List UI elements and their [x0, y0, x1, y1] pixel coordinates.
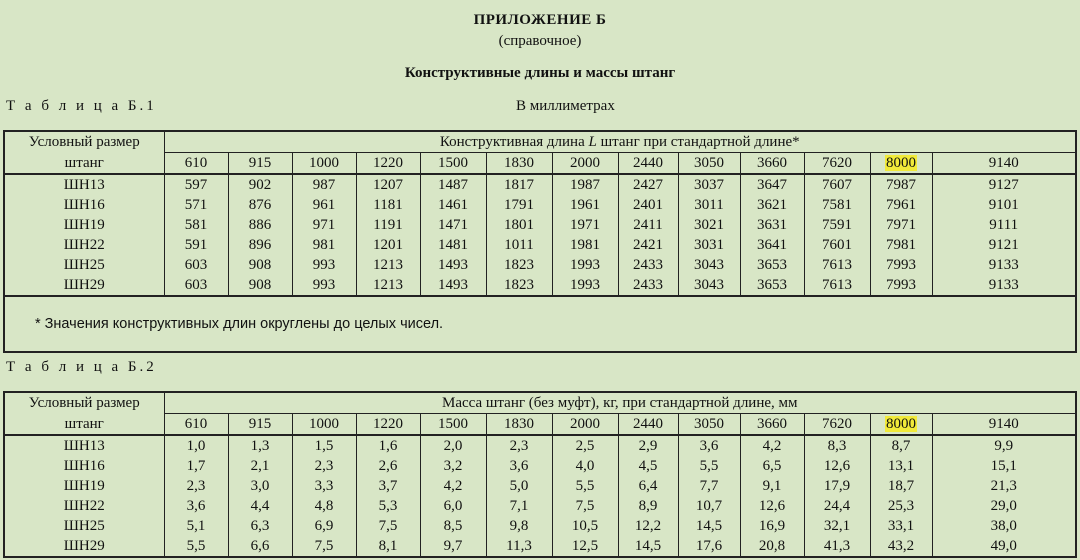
table-cell: 13,1: [870, 456, 932, 476]
table-cell: 41,3: [804, 536, 870, 557]
column-header-label: 1500: [438, 155, 468, 171]
table-cell: 1481: [420, 235, 486, 255]
table-cell: 14,5: [678, 516, 740, 536]
table-cell: 1981: [552, 235, 618, 255]
table-cell: 993: [292, 275, 356, 296]
table-cell: 14,5: [618, 536, 678, 557]
table-cell: 3037: [678, 174, 740, 195]
column-header-label: 2440: [633, 155, 663, 171]
table-cell: 3631: [740, 215, 804, 235]
table-row: [4, 435, 1076, 456]
table-cell: 987: [292, 174, 356, 195]
column-header-label: 8000: [886, 416, 916, 432]
table-cell: 3043: [678, 275, 740, 296]
column-header-label: 3050: [694, 416, 724, 432]
table-cell: 571: [164, 195, 228, 215]
row-label: ШН19: [4, 215, 164, 235]
column-header: [356, 414, 420, 436]
column-header: [420, 414, 486, 436]
table-cell: 3,0: [228, 476, 292, 496]
table-row: [4, 235, 1076, 255]
span-suffix: штанг при стандартной длине*: [596, 134, 800, 150]
table-cell: 18,7: [870, 476, 932, 496]
table-cell: 3,6: [164, 496, 228, 516]
column-header: [618, 414, 678, 436]
section-heading: Конструктивные длины и массы штанг: [404, 65, 676, 81]
table-cell: 2433: [618, 255, 678, 275]
table-cell: 1461: [420, 195, 486, 215]
column-header-label: 610: [184, 416, 208, 432]
table-cell: 3043: [678, 255, 740, 275]
row-label: ШН19: [4, 476, 164, 496]
table-cell: 1493: [420, 255, 486, 275]
table-cell: 971: [292, 215, 356, 235]
column-header: [932, 414, 1076, 436]
table-cell: 12,6: [804, 456, 870, 476]
table-cell: 896: [228, 235, 292, 255]
table-cell: 1,6: [356, 435, 420, 456]
table-cell: 3,2: [420, 456, 486, 476]
table-cell: 5,5: [164, 536, 228, 557]
table-cell: 7971: [870, 215, 932, 235]
table-cell: 1,0: [164, 435, 228, 456]
column-header: [870, 414, 932, 436]
table-cell: 1493: [420, 275, 486, 296]
table-cell: 6,3: [228, 516, 292, 536]
table-cell: 4,0: [552, 456, 618, 476]
table-cell: 21,3: [932, 476, 1076, 496]
table-masses: [3, 391, 1077, 558]
column-header: [552, 414, 618, 436]
table-cell: 8,5: [420, 516, 486, 536]
table-cell: 1993: [552, 255, 618, 275]
table-cell: 9,8: [486, 516, 552, 536]
appendix-title: ПРИЛОЖЕНИЕ Б: [473, 12, 607, 28]
table-cell: 7613: [804, 275, 870, 296]
table-cell: 3621: [740, 195, 804, 215]
table-row: [4, 476, 1076, 496]
column-header: [164, 414, 228, 436]
table-cell: 3653: [740, 255, 804, 275]
table-cell: 8,9: [618, 496, 678, 516]
table-cell: 16,9: [740, 516, 804, 536]
table1-rowhead-line2: штанг: [4, 153, 164, 175]
table-cell: 1987: [552, 174, 618, 195]
table-cell: 1,5: [292, 435, 356, 456]
column-header: [486, 153, 552, 175]
column-header-label: 2000: [570, 416, 600, 432]
table2-label: Т а б л и ц а Б.2: [6, 359, 157, 375]
table-row: [4, 215, 1076, 235]
row-label: ШН22: [4, 235, 164, 255]
table-cell: 6,0: [420, 496, 486, 516]
table2-rowhead-line2: штанг: [4, 414, 164, 436]
table-cell: 7601: [804, 235, 870, 255]
column-header-label: 1220: [373, 155, 403, 171]
table-cell: 7,1: [486, 496, 552, 516]
column-header-label: 9140: [988, 155, 1019, 171]
table-cell: 12,5: [552, 536, 618, 557]
table-cell: 9111: [932, 215, 1076, 235]
table-cell: 876: [228, 195, 292, 215]
table-cell: 4,4: [228, 496, 292, 516]
table-cell: 581: [164, 215, 228, 235]
table-cell: 8,1: [356, 536, 420, 557]
table-lengths: [3, 130, 1077, 353]
table1-footnote: * Значения конструктивных длин округлены до целых чисел.: [4, 296, 1076, 352]
table-row: [4, 456, 1076, 476]
table-cell: 4,5: [618, 456, 678, 476]
table-cell: 7,7: [678, 476, 740, 496]
span-symbol: L: [588, 134, 597, 150]
table-cell: 908: [228, 275, 292, 296]
table-row: [4, 496, 1076, 516]
column-header-label: 9140: [988, 416, 1019, 432]
table-cell: 1181: [356, 195, 420, 215]
table-cell: 1993: [552, 275, 618, 296]
table-cell: 886: [228, 215, 292, 235]
table-cell: 12,6: [740, 496, 804, 516]
table-cell: 7607: [804, 174, 870, 195]
row-label: ШН13: [4, 174, 164, 195]
column-header-label: 1000: [309, 416, 339, 432]
table-cell: 1213: [356, 255, 420, 275]
table-cell: 2,3: [164, 476, 228, 496]
column-header-label: 7620: [822, 416, 852, 432]
table-cell: 5,1: [164, 516, 228, 536]
column-header-label: 2440: [633, 416, 663, 432]
table-cell: 2421: [618, 235, 678, 255]
column-header: [292, 153, 356, 175]
row-label: ШН25: [4, 255, 164, 275]
table1-span-header: [164, 131, 1076, 153]
table-cell: 17,9: [804, 476, 870, 496]
table-cell: 20,8: [740, 536, 804, 557]
table-cell: 603: [164, 275, 228, 296]
table-cell: 49,0: [932, 536, 1076, 557]
table-cell: 7987: [870, 174, 932, 195]
appendix-subtitle: (справочное): [498, 33, 582, 49]
table-row: [4, 536, 1076, 557]
table-cell: 591: [164, 235, 228, 255]
table-cell: 1,7: [164, 456, 228, 476]
table-cell: 11,3: [486, 536, 552, 557]
table-cell: 10,7: [678, 496, 740, 516]
table-cell: 3653: [740, 275, 804, 296]
table-cell: 9121: [932, 235, 1076, 255]
table-cell: 12,2: [618, 516, 678, 536]
table-row: [4, 275, 1076, 296]
column-header: [618, 153, 678, 175]
table-cell: 7591: [804, 215, 870, 235]
table-cell: 1823: [486, 275, 552, 296]
table-row: [4, 174, 1076, 195]
column-header-label: 1830: [504, 416, 534, 432]
column-header: [870, 153, 932, 175]
column-header: [678, 414, 740, 436]
table-cell: 8,7: [870, 435, 932, 456]
table-cell: 8,3: [804, 435, 870, 456]
table-cell: 9,7: [420, 536, 486, 557]
row-label: ШН29: [4, 275, 164, 296]
table-cell: 9101: [932, 195, 1076, 215]
column-header: [740, 414, 804, 436]
table-cell: 2433: [618, 275, 678, 296]
table-cell: 7,5: [356, 516, 420, 536]
column-header: [932, 153, 1076, 175]
table-cell: 32,1: [804, 516, 870, 536]
column-header-label: 3660: [757, 416, 787, 432]
row-label: ШН25: [4, 516, 164, 536]
table-cell: 7993: [870, 275, 932, 296]
table-cell: 1801: [486, 215, 552, 235]
column-header: [356, 153, 420, 175]
column-header-label: 8000: [886, 155, 916, 171]
table2-rowhead-line1: Условный размер: [4, 392, 164, 414]
table-cell: 24,4: [804, 496, 870, 516]
table1-rowhead-line1: Условный размер: [4, 131, 164, 153]
table-cell: 1,3: [228, 435, 292, 456]
column-header: [678, 153, 740, 175]
table-cell: 7,5: [292, 536, 356, 557]
table-cell: 3647: [740, 174, 804, 195]
column-header-label: 1500: [438, 416, 468, 432]
table-cell: 4,2: [420, 476, 486, 496]
table-cell: 1487: [420, 174, 486, 195]
table-row: [4, 516, 1076, 536]
table-cell: 3,6: [486, 456, 552, 476]
table-cell: 1791: [486, 195, 552, 215]
table-cell: 1971: [552, 215, 618, 235]
table-row: [4, 255, 1076, 275]
table-cell: 603: [164, 255, 228, 275]
column-header-label: 3660: [757, 155, 787, 171]
row-label: ШН22: [4, 496, 164, 516]
table-cell: 1011: [486, 235, 552, 255]
column-header: [486, 414, 552, 436]
table-cell: 6,4: [618, 476, 678, 496]
span-prefix: Конструктивная длина: [439, 134, 589, 150]
table-cell: 9,9: [932, 435, 1076, 456]
table-cell: 1207: [356, 174, 420, 195]
table-cell: 1823: [486, 255, 552, 275]
table-cell: 7981: [870, 235, 932, 255]
column-header: [164, 153, 228, 175]
table1-label: Т а б л и ц а Б.1: [6, 98, 157, 114]
table-cell: 3,7: [356, 476, 420, 496]
table-cell: 7993: [870, 255, 932, 275]
column-header: [292, 414, 356, 436]
table-cell: 2,5: [552, 435, 618, 456]
table-cell: 2,3: [486, 435, 552, 456]
table-cell: 9,1: [740, 476, 804, 496]
table-cell: 597: [164, 174, 228, 195]
table-cell: 1961: [552, 195, 618, 215]
table-cell: 1471: [420, 215, 486, 235]
column-header: [420, 153, 486, 175]
table-cell: 5,0: [486, 476, 552, 496]
table-cell: 5,5: [552, 476, 618, 496]
column-header-label: 610: [184, 155, 208, 171]
column-header-label: 2000: [570, 155, 600, 171]
table-cell: 1201: [356, 235, 420, 255]
column-header-label: 3050: [694, 155, 724, 171]
table-cell: 2427: [618, 174, 678, 195]
table-cell: 902: [228, 174, 292, 195]
table-cell: 7613: [804, 255, 870, 275]
table-cell: 15,1: [932, 456, 1076, 476]
table-cell: 25,3: [870, 496, 932, 516]
row-label: ШН16: [4, 195, 164, 215]
row-label: ШН13: [4, 435, 164, 456]
table-cell: 2,9: [618, 435, 678, 456]
table-cell: 6,5: [740, 456, 804, 476]
column-header-label: 915: [248, 155, 272, 171]
table-cell: 2401: [618, 195, 678, 215]
table-cell: 2,6: [356, 456, 420, 476]
table-cell: 2411: [618, 215, 678, 235]
table-cell: 993: [292, 255, 356, 275]
column-header-label: 1220: [373, 416, 403, 432]
table-cell: 5,3: [356, 496, 420, 516]
table-cell: 7581: [804, 195, 870, 215]
column-header: [740, 153, 804, 175]
table-cell: 7961: [870, 195, 932, 215]
table-cell: 43,2: [870, 536, 932, 557]
column-header: [228, 153, 292, 175]
table-cell: 33,1: [870, 516, 932, 536]
table2-span-header: Масса штанг (без муфт), кг, при стандартной длине, мм: [164, 392, 1076, 414]
table-row: [4, 195, 1076, 215]
column-header: [228, 414, 292, 436]
table-cell: 3011: [678, 195, 740, 215]
table-cell: 2,3: [292, 456, 356, 476]
units-note: В миллиметрах: [516, 98, 615, 114]
table-cell: 5,5: [678, 456, 740, 476]
table-cell: 4,2: [740, 435, 804, 456]
column-header-label: 7620: [822, 155, 852, 171]
column-header-label: 1830: [504, 155, 534, 171]
table-cell: 3031: [678, 235, 740, 255]
table-cell: 1817: [486, 174, 552, 195]
table-cell: 2,1: [228, 456, 292, 476]
column-header: [804, 414, 870, 436]
table-cell: 17,6: [678, 536, 740, 557]
table-cell: 981: [292, 235, 356, 255]
table-cell: 29,0: [932, 496, 1076, 516]
table-cell: 6,6: [228, 536, 292, 557]
table-cell: 3021: [678, 215, 740, 235]
table-cell: 3,6: [678, 435, 740, 456]
column-header-label: 915: [248, 416, 272, 432]
table-cell: 2,0: [420, 435, 486, 456]
table-cell: 9127: [932, 174, 1076, 195]
row-label: ШН16: [4, 456, 164, 476]
table-cell: 9133: [932, 275, 1076, 296]
table-cell: 3,3: [292, 476, 356, 496]
column-header: [552, 153, 618, 175]
table-cell: 908: [228, 255, 292, 275]
table-cell: 1213: [356, 275, 420, 296]
table-cell: 38,0: [932, 516, 1076, 536]
table-cell: 9133: [932, 255, 1076, 275]
row-label: ШН29: [4, 536, 164, 557]
table-cell: 1191: [356, 215, 420, 235]
table-cell: 7,5: [552, 496, 618, 516]
table-cell: 961: [292, 195, 356, 215]
column-header: [804, 153, 870, 175]
table-cell: 6,9: [292, 516, 356, 536]
table-cell: 3641: [740, 235, 804, 255]
column-header-label: 1000: [309, 155, 339, 171]
table-cell: 4,8: [292, 496, 356, 516]
table-cell: 10,5: [552, 516, 618, 536]
